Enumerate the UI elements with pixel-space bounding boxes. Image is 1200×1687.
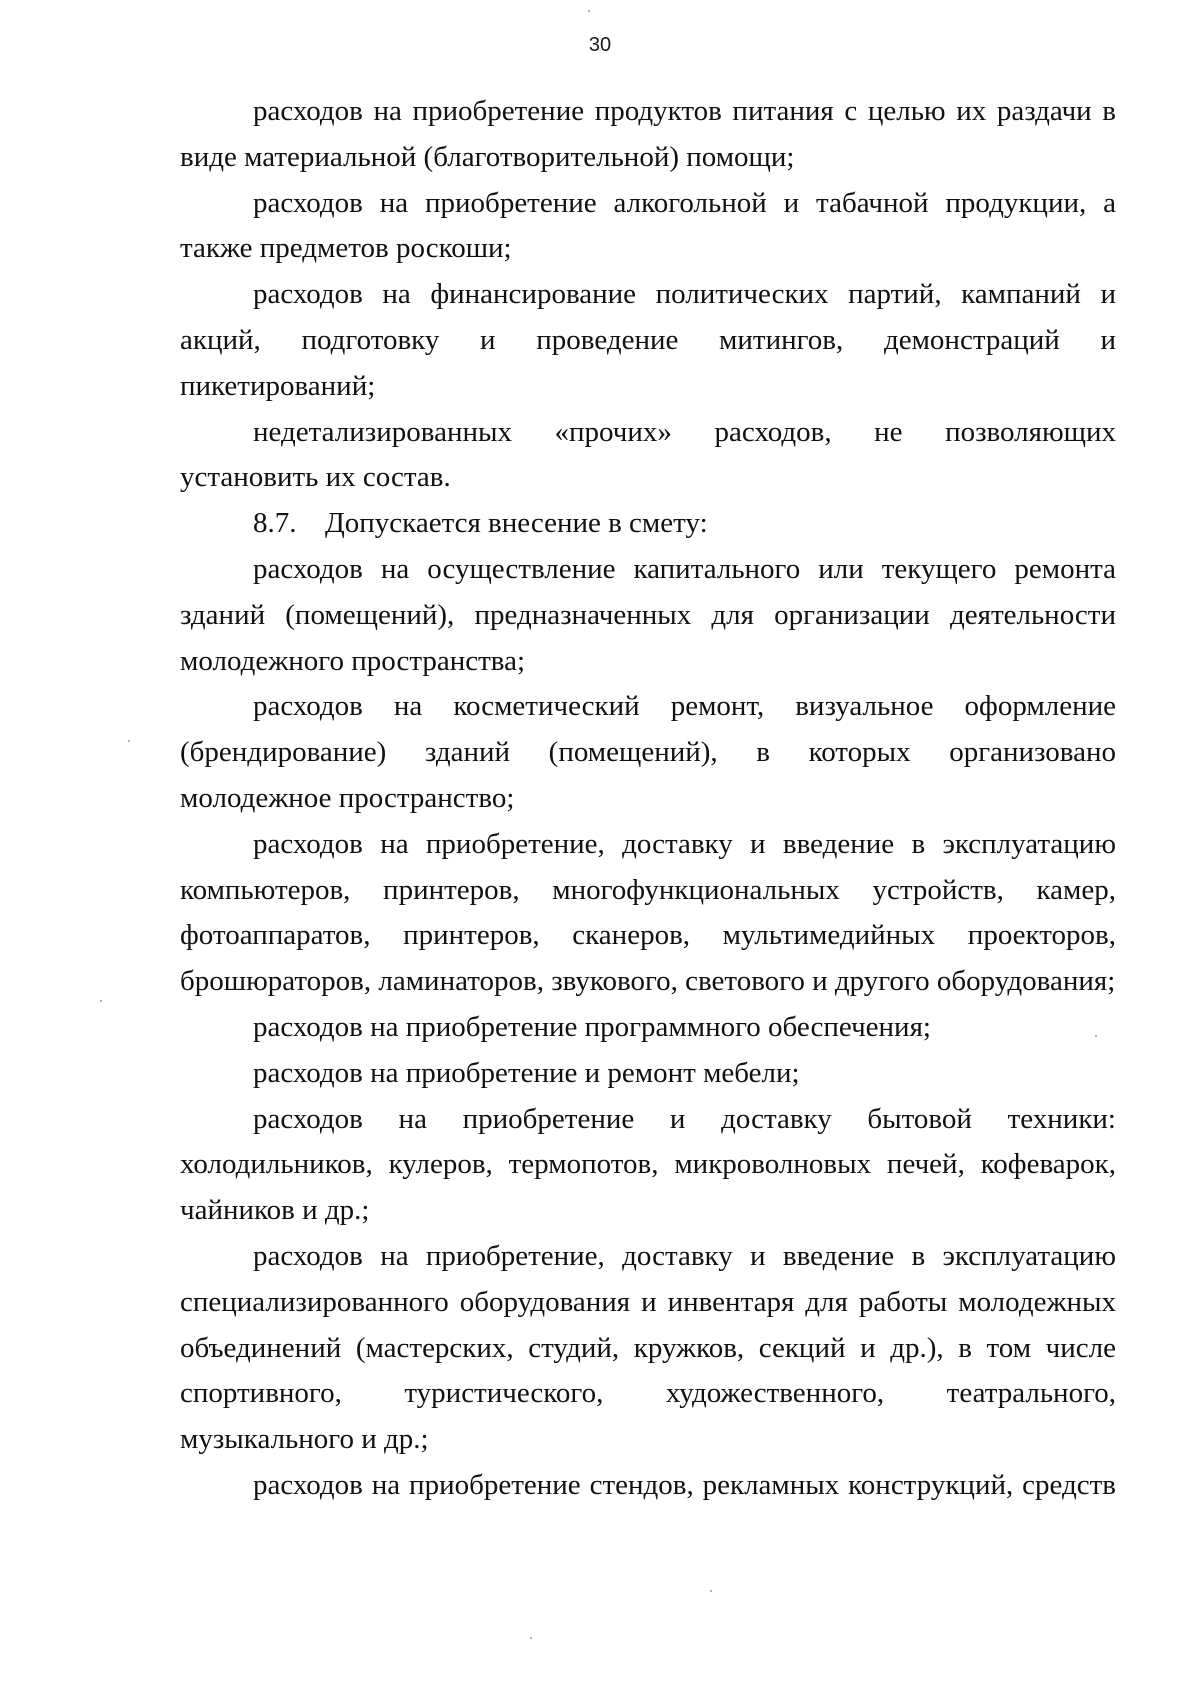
list-item-furniture: расходов на приобретение и ремонт мебели; xyxy=(253,1056,800,1089)
scan-speck xyxy=(710,1590,712,1592)
paragraph-other-expenses: недетализированных «прочих» расходов, не позволяющих установить их состав. xyxy=(180,415,1116,494)
list-item-specialized-equipment: расходов на приобретение, доставку и введение в эксплуатацию специализированного оборудования и инвентаря для работы молодежных объединений (мастерских, студий, кружков, секций и др.), в том числе спортивного, туристического, художественного, театрального, музыкального и др.; xyxy=(180,1239,1116,1456)
document-body xyxy=(180,89,1116,1509)
list-item-software: расходов на приобретение программного обеспечения; xyxy=(253,1010,931,1043)
paragraph-alcohol-tobacco-expenses: расходов на приобретение алкогольной и табачной продукции, а также предметов роскоши; xyxy=(180,186,1116,265)
list-item-stands: расходов на приобретение стендов, рекламных конструкций, средств xyxy=(253,1468,1116,1501)
scan-speck xyxy=(128,740,130,742)
page-number: 30 xyxy=(588,34,612,56)
section-title: Допускается внесение в смету: xyxy=(325,507,708,540)
paragraph-food-expenses: расходов на приобретение продуктов питания с целью их раздачи в виде материальной (благотворительной) помощи; xyxy=(180,95,1116,173)
section-heading xyxy=(180,501,1116,547)
scan-speck xyxy=(100,1000,102,1002)
list-item-equipment: расходов на приобретение, доставку и введение в эксплуатацию компьютеров, принтеров, многофункциональных устройств, камер, фотоаппаратов, принтеров, сканеров, мультимедийных проекторов, брошюраторов, ламинаторов, звукового, светового и другого оборудования; xyxy=(180,827,1116,998)
list-item-cosmetic-repair: расходов на косметический ремонт, визуальное оформление (брендирование) зданий (помещений), в которых организовано молодежное пространство; xyxy=(180,690,1116,814)
list-item-appliances: расходов на приобретение и доставку бытовой техники: холодильников, кулеров, термопотов, микроволновых печей, кофеварок, чайников и др.; xyxy=(180,1102,1116,1227)
list-item-repair: расходов на осуществление капитального или текущего ремонта зданий (помещений), предназначенных для организации деятельности молодежного пространства; xyxy=(180,552,1116,677)
section-number: 8.7. xyxy=(253,507,297,540)
paragraph-political-expenses: расходов на финансирование политических партий, кампаний и акций, подготовку и проведение митингов, демонстраций и пикетирований; xyxy=(180,278,1116,402)
scan-speck xyxy=(530,1637,532,1639)
scan-speck xyxy=(1095,1035,1097,1037)
scan-speck xyxy=(588,10,590,12)
